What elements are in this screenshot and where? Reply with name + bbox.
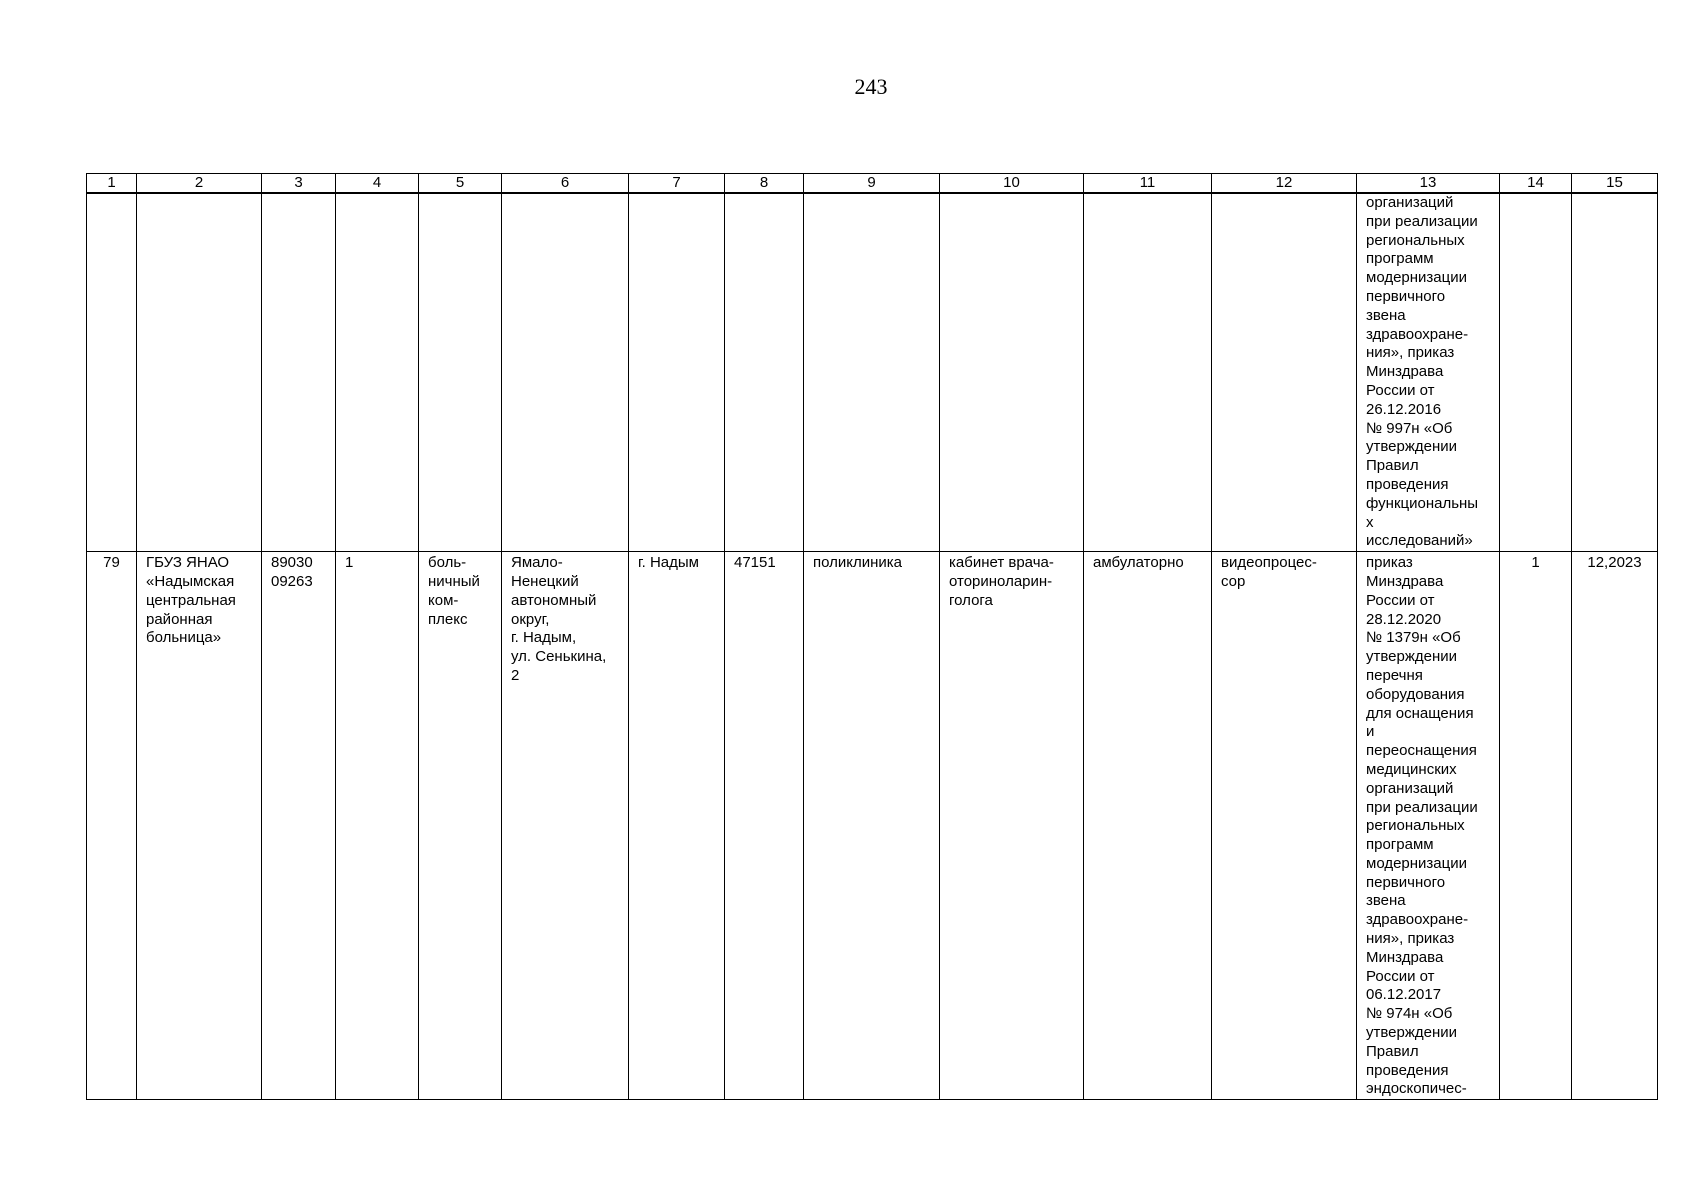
table-cell [804,193,940,552]
column-header: 8 [725,174,804,194]
column-header: 14 [1500,174,1572,194]
table-cell [137,193,262,552]
table-cell [87,193,137,552]
table-cell [502,552,629,1100]
building-type: боль- ничный ком- плекс [428,554,480,628]
column-header: 3 [262,174,336,194]
table-cell [940,193,1084,552]
table-cell [137,552,262,1100]
cell-value: 1 [345,554,354,572]
column-header: 6 [502,174,629,194]
basis-text: организаций при реализации региональных программ модернизации первичного звена здравоохране- ния», приказ Минздрава России от 26.12.2016 № 997н «Об утверждении Правил проведения функциональны х исследований» [1366,194,1479,550]
table-cell [262,552,336,1100]
column-header: 12 [1212,174,1357,194]
table-cell [502,193,629,552]
room-name: кабинет врача- оториноларин- голога [949,554,1054,609]
column-header: 2 [137,174,262,194]
table-cell [725,552,804,1100]
table-cell [1212,552,1357,1100]
equipment-name: видеопроцес- сор [1221,554,1317,590]
table-cell [336,552,419,1100]
quantity: 1 [1531,554,1540,572]
column-header: 9 [804,174,940,194]
table-cell [1212,193,1357,552]
table-cell [1084,193,1212,552]
table-cell [725,193,804,552]
address: Ямало- Ненецкий автономный округ, г. Надым, ул. Сенькина, 2 [511,554,607,684]
table-cell [419,552,502,1100]
equipment-table [86,173,1658,1100]
page-number: 243 [854,74,888,99]
table-row [87,552,1658,1100]
table-cell [336,193,419,552]
table-cell [87,552,137,1100]
oktmo-code: 47151 [734,554,776,572]
column-header: 13 [1357,174,1500,194]
table-cell [804,552,940,1100]
table-cell [1084,552,1212,1100]
column-header: 7 [629,174,725,194]
unit-type: поликлиника [813,554,903,572]
row-number: 79 [103,554,120,572]
table-cell [629,193,725,552]
organization-name: ГБУЗ ЯНАО «Надымская центральная районная больница» [146,554,236,647]
basis-text: приказ Минздрава России от 28.12.2020 № 1379н «Об утверждении перечня оборудования для оснащения и переоснащения медицинских организаций при реализации региональных программ модернизации первичного звена здравоохране- ния», приказ Минздрава России от 06.12.2017 № 974н «Об утверждении Правил проведения эндоскопичес- [1366,554,1478,1098]
delivery-date: 12,2023 [1587,554,1642,572]
column-header: 11 [1084,174,1212,194]
table-cell [419,193,502,552]
table-cell [262,193,336,552]
table-cell [940,552,1084,1100]
table-cell [1500,552,1572,1100]
org-code: 89030 09263 [271,554,313,590]
table-row [87,193,1658,552]
table-cell [1572,193,1658,552]
column-header: 5 [419,174,502,194]
table-cell [1357,193,1500,552]
care-condition: амбулаторно [1093,554,1184,572]
header-row [87,174,1658,194]
city: г. Надым [638,554,699,572]
table-cell [1572,552,1658,1100]
column-header: 15 [1572,174,1658,194]
column-header: 4 [336,174,419,194]
table-cell [1500,193,1572,552]
table-cell [1357,552,1500,1100]
table-cell [629,552,725,1100]
column-header: 1 [87,174,137,194]
column-header: 10 [940,174,1084,194]
